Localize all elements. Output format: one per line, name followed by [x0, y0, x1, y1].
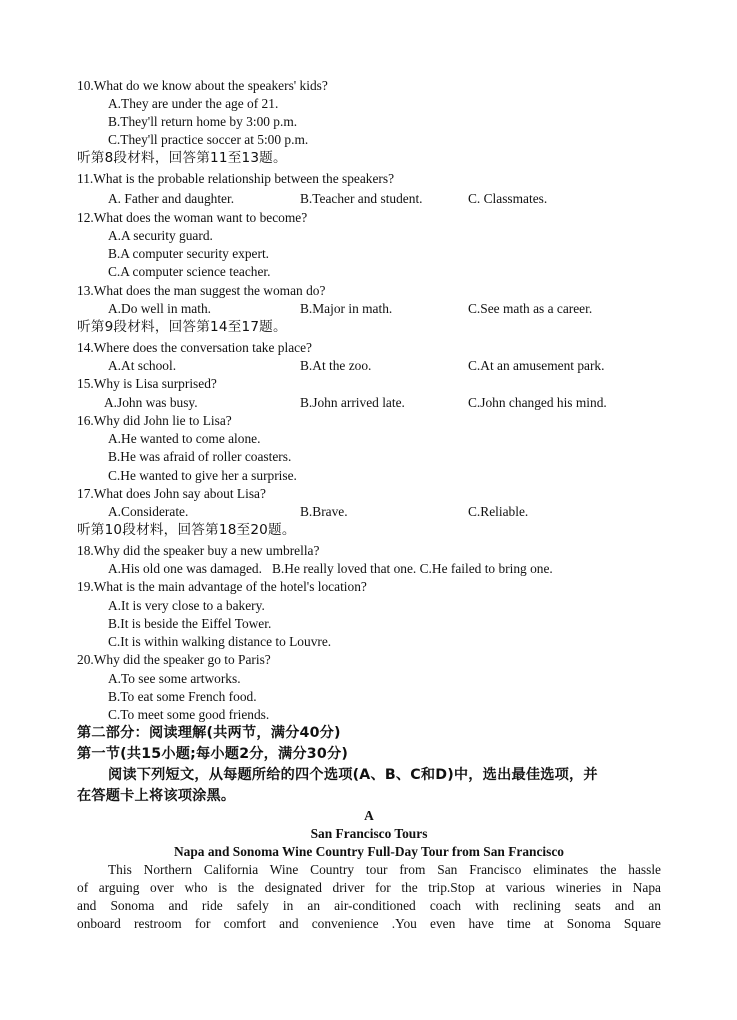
option-17c: C.Reliable.: [468, 504, 529, 519]
question-16: 16.Why did John lie to Lisa?: [77, 413, 232, 428]
option-16b: B.He was afraid of roller coasters.: [108, 449, 292, 464]
question-19: 19.What is the main advantage of the hotel's location?: [77, 579, 367, 594]
option-19b: B.It is beside the Eiffel Tower.: [108, 616, 272, 631]
passage-line-1: This Northern California Wine Country tour from San Francisco eliminates the hassle: [108, 862, 661, 877]
option-11c: C. Classmates.: [468, 191, 548, 206]
option-14c: C.At an amusement park.: [468, 358, 605, 373]
option-12b: B.A computer security expert.: [108, 246, 270, 261]
part-two-title: 第二部分：阅读理解(共两节，满分40分): [77, 725, 341, 741]
option-10a: A.They are under the age of 21.: [108, 96, 279, 111]
passage-title: San Francisco Tours: [310, 826, 428, 841]
section-one-title: 第一节(共15小题;每小题2分，满分30分): [77, 746, 349, 762]
option-20b: B.To eat some French food.: [108, 689, 257, 704]
question-15: 15.Why is Lisa surprised?: [77, 376, 217, 391]
option-14a: A.At school.: [108, 358, 177, 373]
passage-line-4: onboard restroom for comfort and convenience .You even have time at Sonoma Square: [77, 916, 661, 931]
passage-letter: A: [364, 808, 374, 823]
option-19a: A.It is very close to a bakery.: [108, 598, 265, 613]
question-18: 18.Why did the speaker buy a new umbrella?: [77, 543, 320, 558]
option-15c: C.John changed his mind.: [468, 395, 607, 410]
option-11a: A. Father and daughter.: [108, 191, 235, 206]
option-19c: C.It is within walking distance to Louvre.: [108, 634, 332, 649]
question-17: 17.What does John say about Lisa?: [77, 486, 266, 501]
option-16c: C.He wanted to give her a surprise.: [108, 468, 297, 483]
option-12c: C.A computer science teacher.: [108, 264, 271, 279]
question-13: 13.What does the man suggest the woman do?: [77, 283, 326, 298]
option-11b: B.Teacher and student.: [300, 191, 423, 206]
passage-subtitle: Napa and Sonoma Wine Country Full-Day Tour from San Francisco: [173, 844, 564, 859]
question-14: 14.Where does the conversation take place?: [77, 340, 312, 355]
option-13b: B.Major in math.: [300, 301, 393, 316]
option-12a: A.A security guard.: [108, 228, 213, 243]
question-20: 20.Why did the speaker go to Paris?: [77, 652, 271, 667]
option-13c: C.See math as a career.: [468, 301, 593, 316]
reading-instruction-line2: 在答题卡上将该项涂黑。: [77, 788, 236, 804]
question-12: 12.What does the woman want to become?: [77, 210, 308, 225]
option-10c: C.They'll practice soccer at 5:00 p.m.: [108, 132, 309, 147]
section-instruction-8: 听第8段材料，回答第11至13题。: [77, 150, 287, 166]
option-20c: C.To meet some good friends.: [108, 707, 270, 722]
option-13a: A.Do well in math.: [108, 301, 212, 316]
option-14b: B.At the zoo.: [300, 358, 372, 373]
reading-instruction-line1: 阅读下列短文，从每题所给的四个选项(A、B、C和D)中，选出最佳选项，并: [108, 767, 598, 783]
option-15b: B.John arrived late.: [300, 395, 405, 410]
passage-line-2: of arguing over who is the designated driver for the trip.Stop at various wineries in Napa: [77, 880, 661, 895]
options-18: A.His old one was damaged. B.He really loved that one. C.He failed to bring one.: [108, 561, 553, 576]
question-10: 10.What do we know about the speakers' kids?: [77, 78, 328, 93]
option-17a: A.Considerate.: [108, 504, 189, 519]
section-instruction-10: 听第10段材料，回答第18至20题。: [77, 522, 296, 538]
passage-line-3: and Sonoma and ride safely in an air-conditioned coach with reclining seats and an: [77, 898, 661, 913]
option-10b: B.They'll return home by 3:00 p.m.: [108, 114, 298, 129]
option-16a: A.He wanted to come alone.: [108, 431, 261, 446]
question-11: 11.What is the probable relationship between the speakers?: [77, 171, 395, 186]
option-17b: B.Brave.: [300, 504, 348, 519]
section-instruction-9: 听第9段材料，回答第14至17题。: [77, 319, 287, 335]
option-15a: A.John was busy.: [104, 395, 198, 410]
option-20a: A.To see some artworks.: [108, 671, 241, 686]
